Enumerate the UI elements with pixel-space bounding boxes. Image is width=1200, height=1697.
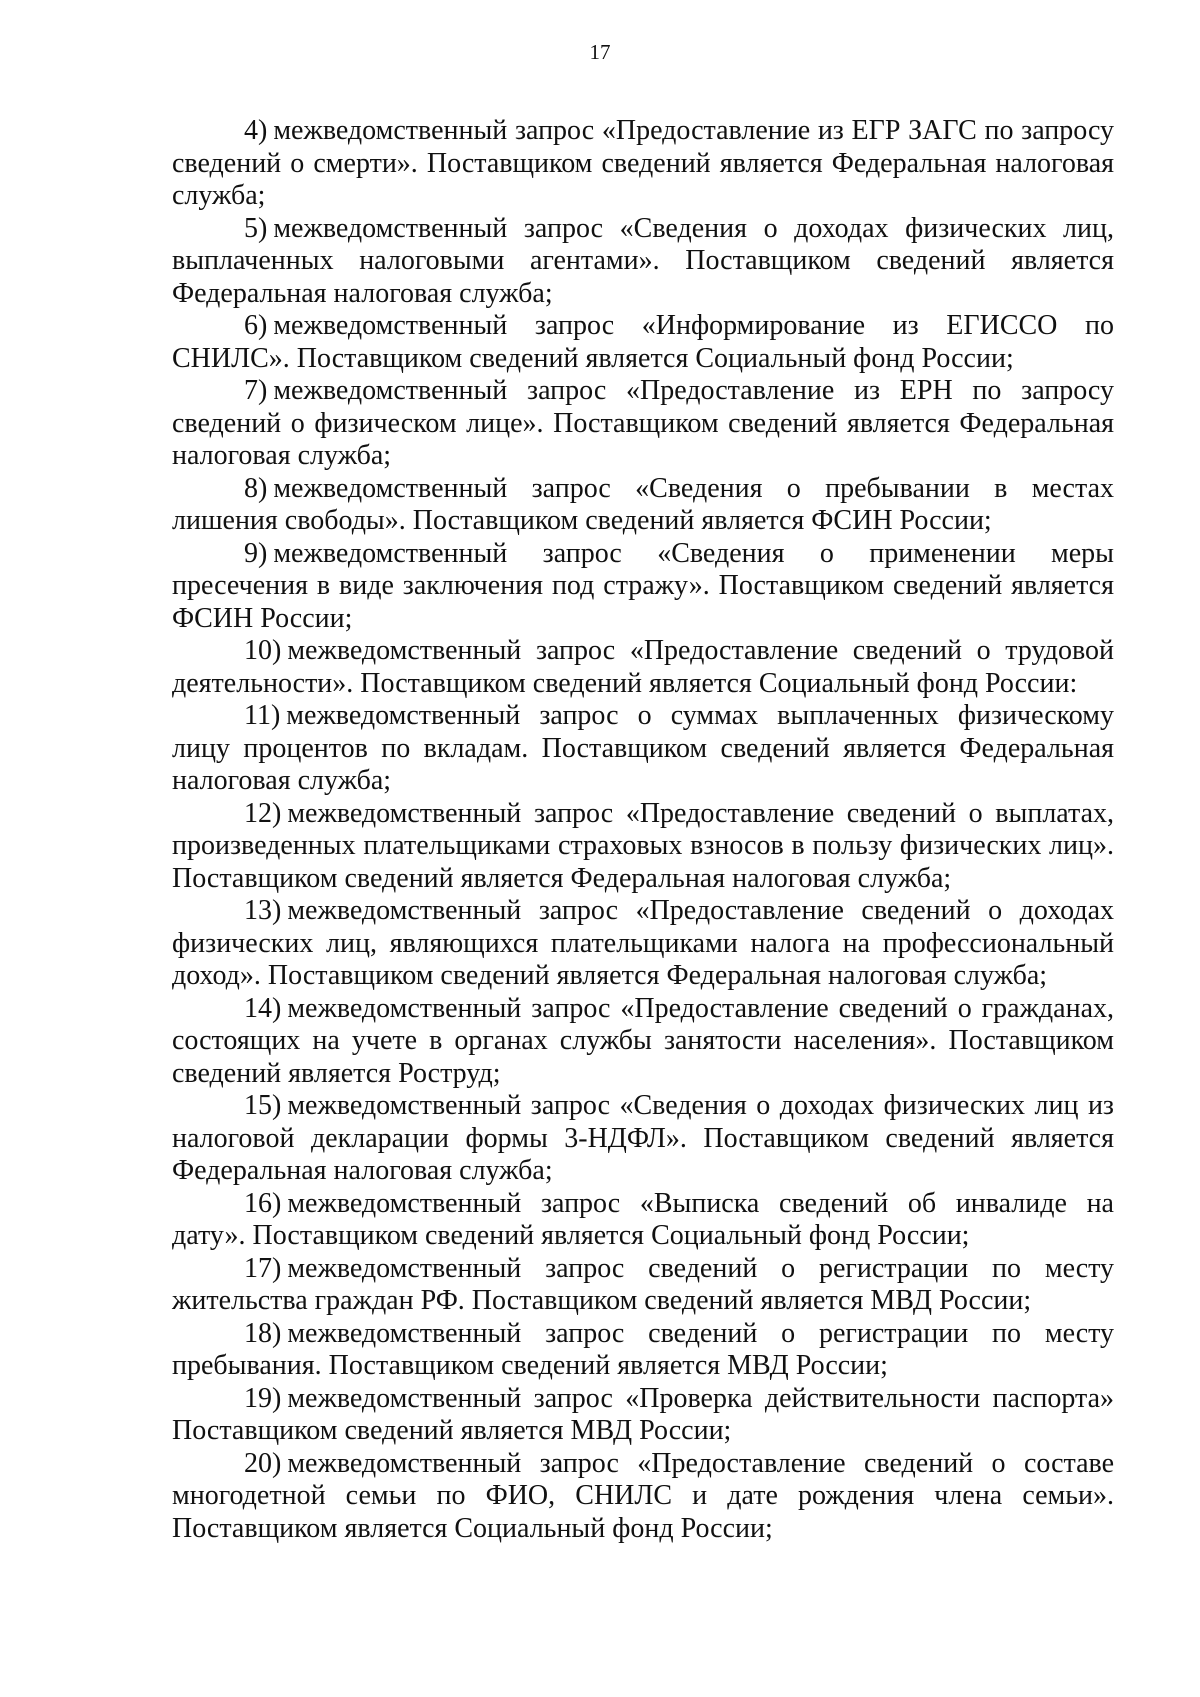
item-text: межведомственный запрос «Информирование из ЕГИССО по СНИЛС». Поставщиком сведений является Социальный фонд России;	[172, 310, 1114, 374]
item-text: межведомственный запрос о суммах выплаченных физическому лицу процентов по вкладам. Поставщиком сведений является Федеральная налоговая служба;	[172, 700, 1114, 796]
item-text: межведомственный запрос «Предоставление сведений о трудовой деятельности». Поставщиком сведений является Социальный фонд России:	[172, 635, 1114, 699]
item-text: межведомственный запрос «Выписка сведений об инвалиде на дату». Поставщиком сведений является Социальный фонд России;	[172, 1187, 1114, 1251]
list-item	[172, 473, 1114, 538]
item-number: 14)	[244, 992, 282, 1024]
item-number: 12)	[244, 797, 282, 829]
item-text: межведомственный запрос «Сведения о доходах физических лиц, выплаченных налоговыми агентами». Поставщиком сведений является Федеральная налоговая служба;	[172, 212, 1114, 309]
item-text: межведомственный запрос «Предоставление сведений о выплатах, произведенных плательщиками страховых взносов в пользу физических лиц». Поставщиком сведений является Федеральная налоговая служба;	[172, 797, 1114, 894]
item-text: межведомственный запрос «Предоставление из ЕРН по запросу сведений о физическом лице». Поставщиком сведений является Федеральная налоговая служба;	[172, 375, 1114, 471]
item-text: межведомственный запрос «Предоставление сведений о гражданах, состоящих на учете в органах службы занятости населения». Поставщиком сведений является Роструд;	[172, 992, 1114, 1089]
item-number: 4)	[244, 115, 268, 146]
list-item	[172, 700, 1114, 798]
list-item	[172, 115, 1114, 213]
item-text: межведомственный запрос «Сведения о доходах физических лиц из налоговой декларации формы 3-НДФЛ». Поставщиком сведений является Федеральная налоговая служба;	[172, 1090, 1114, 1186]
item-number: 13)	[244, 895, 282, 926]
item-number: 11)	[244, 700, 281, 731]
list-item	[172, 1253, 1114, 1318]
item-number: 8)	[244, 472, 268, 504]
item-number: 7)	[244, 375, 268, 406]
item-text: межведомственный запрос «Проверка действительности паспорта» Поставщиком сведений является МВД России;	[172, 1382, 1114, 1446]
list-item	[172, 1383, 1114, 1448]
list-item	[172, 375, 1114, 473]
item-text: межведомственный запрос «Сведения о пребывании в местах лишения свободы». Поставщиком сведений является ФСИН России;	[172, 472, 1114, 536]
item-number: 10)	[244, 635, 282, 666]
list-item	[172, 1188, 1114, 1253]
item-number: 16)	[244, 1187, 282, 1219]
item-text: межведомственный запрос «Предоставление из ЕГР ЗАГС по запросу сведений о смерти». Поставщиком сведений является Федеральная налоговая служба;	[172, 115, 1114, 211]
item-number: 20)	[244, 1447, 282, 1479]
item-text: межведомственный запрос «Предоставление сведений о доходах физических лиц, являющихся плательщиками налога на профессиональный доход». Поставщиком сведений является Федеральная налоговая служба;	[172, 895, 1114, 991]
list-item	[172, 635, 1114, 700]
list-item	[172, 993, 1114, 1091]
item-number: 9)	[244, 537, 268, 569]
page-number: 17	[589, 40, 611, 64]
item-number: 15)	[244, 1090, 282, 1121]
document-body	[172, 115, 1114, 1545]
item-number: 17)	[244, 1252, 282, 1284]
item-text: межведомственный запрос сведений о регистрации по месту жительства граждан РФ. Поставщиком сведений является МВД России;	[172, 1252, 1114, 1316]
list-item	[172, 213, 1114, 311]
item-number: 5)	[244, 212, 268, 244]
list-item	[172, 798, 1114, 896]
list-item	[172, 1448, 1114, 1546]
list-item	[172, 895, 1114, 993]
list-item	[172, 1090, 1114, 1188]
item-number: 19)	[244, 1382, 282, 1414]
item-text: межведомственный запрос «Предоставление сведений о составе многодетной семьи по ФИО, СНИЛС и дате рождения члена семьи». Поставщиком является Социальный фонд России;	[172, 1447, 1114, 1544]
item-number: 6)	[244, 310, 268, 341]
item-number: 18)	[244, 1317, 282, 1349]
list-item	[172, 538, 1114, 636]
item-text: межведомственный запрос «Сведения о применении меры пресечения в виде заключения под стражу». Поставщиком сведений является ФСИН России;	[172, 537, 1114, 634]
list-item	[172, 310, 1114, 375]
item-text: межведомственный запрос сведений о регистрации по месту пребывания. Поставщиком сведений является МВД России;	[172, 1317, 1114, 1381]
list-item	[172, 1318, 1114, 1383]
